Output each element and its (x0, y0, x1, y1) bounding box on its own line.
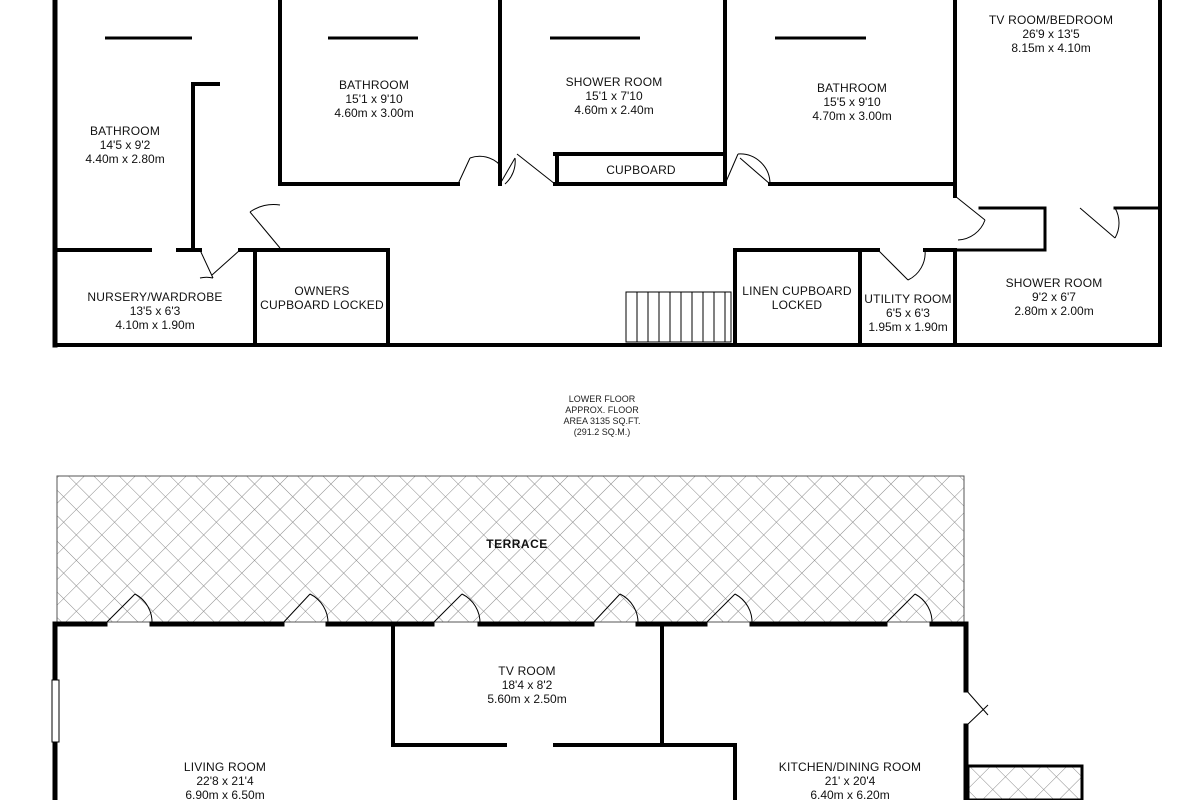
room-label-shower-room-1 (566, 75, 663, 117)
small-terrace-area (968, 766, 1082, 800)
room-metric: 6.90m x 6.50m (185, 788, 265, 802)
room-label-bathroom-3 (812, 81, 891, 123)
room-metric: 8.15m x 4.10m (1011, 41, 1091, 55)
room-name: TV ROOM/BEDROOM (988, 13, 1114, 27)
room-imperial: 6'5 x 6'3 (886, 306, 930, 320)
room-imperial: 13'5 x 6'3 (129, 304, 181, 318)
room-imperial: 15'1 x 7'10 (585, 89, 643, 103)
room-name: LIVING ROOM (183, 760, 267, 774)
linen-cupboard-label: LINEN CUPBOARD LOCKED (742, 284, 852, 312)
room-imperial: 15'1 x 9'10 (345, 92, 403, 106)
terrace-label: TERRACE (486, 537, 548, 551)
room-metric: 4.60m x 3.00m (334, 106, 414, 120)
room-name: TV ROOM (498, 664, 556, 678)
room-metric: 4.40m x 2.80m (85, 152, 165, 166)
room-metric: 6.40m x 6.20m (810, 788, 890, 802)
room-name: KITCHEN/DINING ROOM (778, 760, 922, 774)
room-metric: 4.10m x 1.90m (115, 318, 195, 332)
room-imperial: 26'9 x 13'5 (1022, 27, 1080, 41)
room-name: BATHROOM (89, 124, 161, 138)
room-label-tv-room (487, 664, 566, 706)
room-label-shower-room-2 (1006, 276, 1103, 318)
room-label-nursery-wardrobe (87, 290, 222, 332)
room-name: UTILITY ROOM (864, 292, 952, 306)
room-label-kitchen-dining (779, 760, 921, 802)
living-room-window (52, 680, 59, 742)
room-label-bathroom-1 (85, 124, 164, 166)
room-metric: 1.95m x 1.90m (868, 320, 948, 334)
room-metric: 5.60m x 2.50m (487, 692, 567, 706)
room-name: SHOWER ROOM (1005, 276, 1103, 290)
room-name: BATHROOM (816, 81, 888, 95)
room-imperial: 21' x 20'4 (824, 774, 876, 788)
floor-area-note: LOWER FLOOR APPROX. FLOOR AREA 3135 SQ.FT. (291.2 SQ.M.) (563, 394, 641, 437)
room-name: BATHROOM (338, 78, 410, 92)
staircase (626, 292, 731, 342)
room-imperial: 22'8 x 21'4 (196, 774, 254, 788)
room-imperial: 18'4 x 8'2 (501, 678, 553, 692)
room-imperial: 9'2 x 6'7 (1032, 290, 1076, 304)
room-imperial: 14'5 x 9'2 (99, 138, 151, 152)
room-label-bathroom-2 (334, 78, 413, 120)
room-label-living-room (184, 760, 266, 802)
room-metric: 4.70m x 3.00m (812, 109, 892, 123)
owners-cupboard-label: OWNERS CUPBOARD LOCKED (260, 284, 384, 312)
room-label-tv-room-bedroom (989, 13, 1113, 55)
room-imperial: 15'5 x 9'10 (823, 95, 881, 109)
room-name: SHOWER ROOM (565, 75, 663, 89)
room-name: NURSERY/WARDROBE (87, 290, 223, 304)
room-metric: 2.80m x 2.00m (1014, 304, 1094, 318)
room-metric: 4.60m x 2.40m (574, 103, 654, 117)
cupboard-label: CUPBOARD (606, 163, 676, 177)
room-label-utility-room (864, 292, 952, 334)
